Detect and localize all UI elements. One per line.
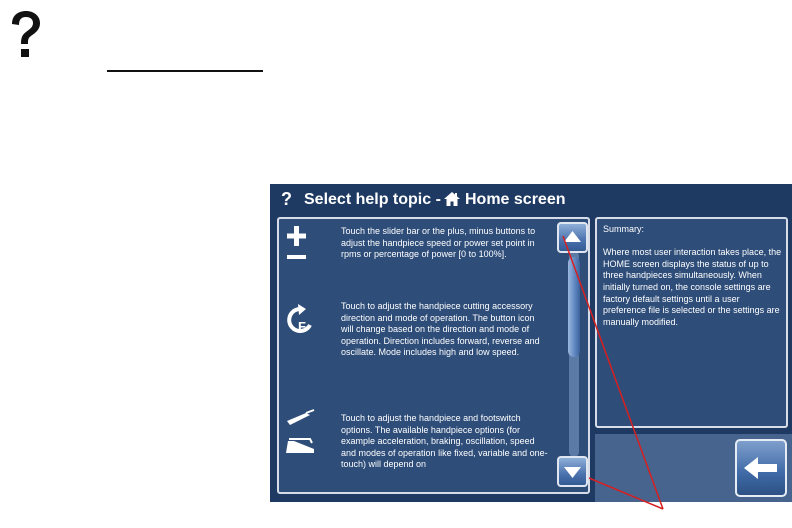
summary-heading: Summary: <box>603 224 645 234</box>
title-text: Select help topic - <box>304 191 441 208</box>
summary-text: Where most user interaction takes place, the HOME screen displays the status of up to three handpieces simultaneously. When initially turned on, the console settings are factory default settings until a user preference file is selected or the settings are manually modified. <box>603 247 782 327</box>
help-glyph: ? <box>281 189 292 209</box>
topic-text-direction: Touch to adjust the handpiece cutting accessory direction and mode of operation. The button icon will change based on the direction and mode of operation. Direction includes forward, reverse and oscillate. Mode includes high and low speed. <box>341 301 540 358</box>
topic-text-speed: Touch the slider bar or the plus, minus buttons to adjust the handpiece speed or power set point in rpms or percentage of power [0 to 100%]. <box>341 226 536 260</box>
topic-text-options: Touch to adjust the handpiece and footswitch options. The available handpiece options (for example acceleration, braking, oscillation, speed and modes of operation like fixed, variable and one-touch) will depend on <box>341 413 548 470</box>
forward-letter: F <box>298 319 306 334</box>
subtitle-text: Home screen <box>465 191 566 208</box>
